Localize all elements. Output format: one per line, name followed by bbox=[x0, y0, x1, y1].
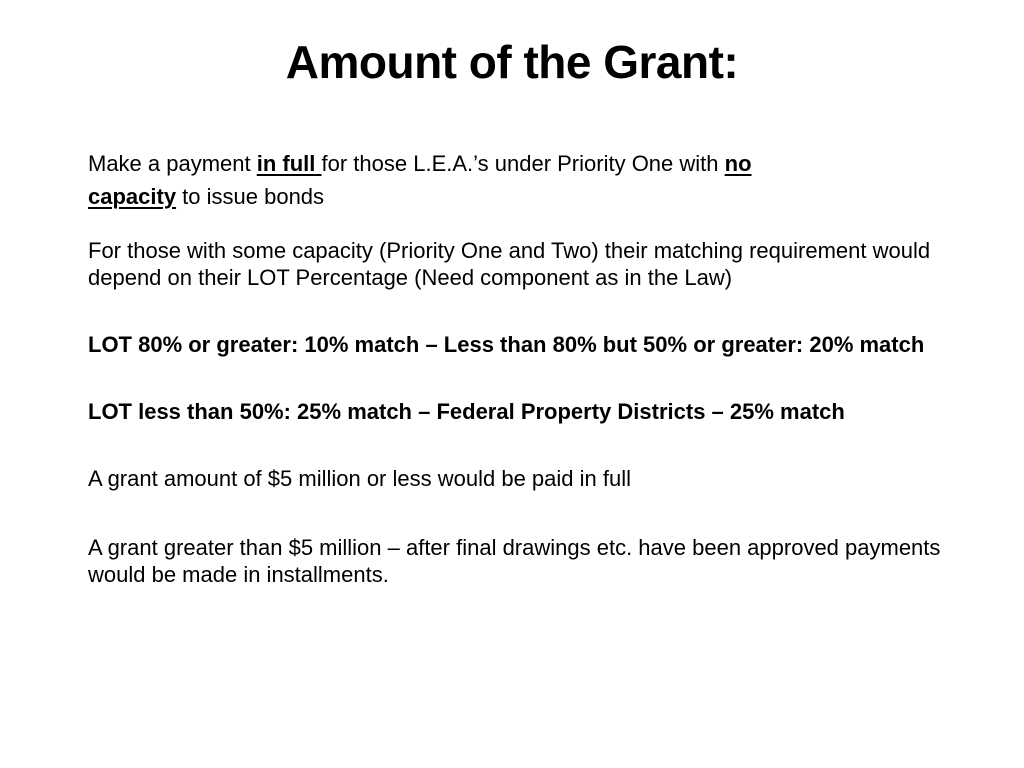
paragraph-lot-50: LOT less than 50%: 25% match – Federal Property Districts – 25% match bbox=[88, 399, 845, 424]
paragraph-lot-80: LOT 80% or greater: 10% match – Less than 80% but 50% or greater: 20% match bbox=[88, 332, 925, 357]
p1-no: no bbox=[724, 151, 752, 176]
slide-title: Amount of the Grant: bbox=[285, 36, 739, 88]
p1-text-2: for those L.E.A.’s under Priority One with bbox=[321, 151, 725, 176]
p1-text-3: to issue bonds bbox=[176, 184, 325, 209]
p1-text-1: Make a payment bbox=[88, 151, 257, 176]
paragraph-5-million-greater: A grant greater than $5 million – after final drawings etc. have been approved payments would be made in installments. bbox=[88, 535, 941, 587]
paragraph-5-million-or-less: A grant amount of $5 million or less would be paid in full bbox=[88, 466, 631, 491]
paragraph-payment-in-full bbox=[88, 147, 988, 213]
p1-in-full: in full bbox=[256, 151, 322, 176]
p1-capacity: capacity bbox=[88, 184, 177, 209]
paragraph-matching-requirement: For those with some capacity (Priority One and Two) their matching requirement would depend on their LOT Percentage (Need component as in the Law) bbox=[88, 238, 931, 290]
slide-body bbox=[88, 147, 988, 588]
